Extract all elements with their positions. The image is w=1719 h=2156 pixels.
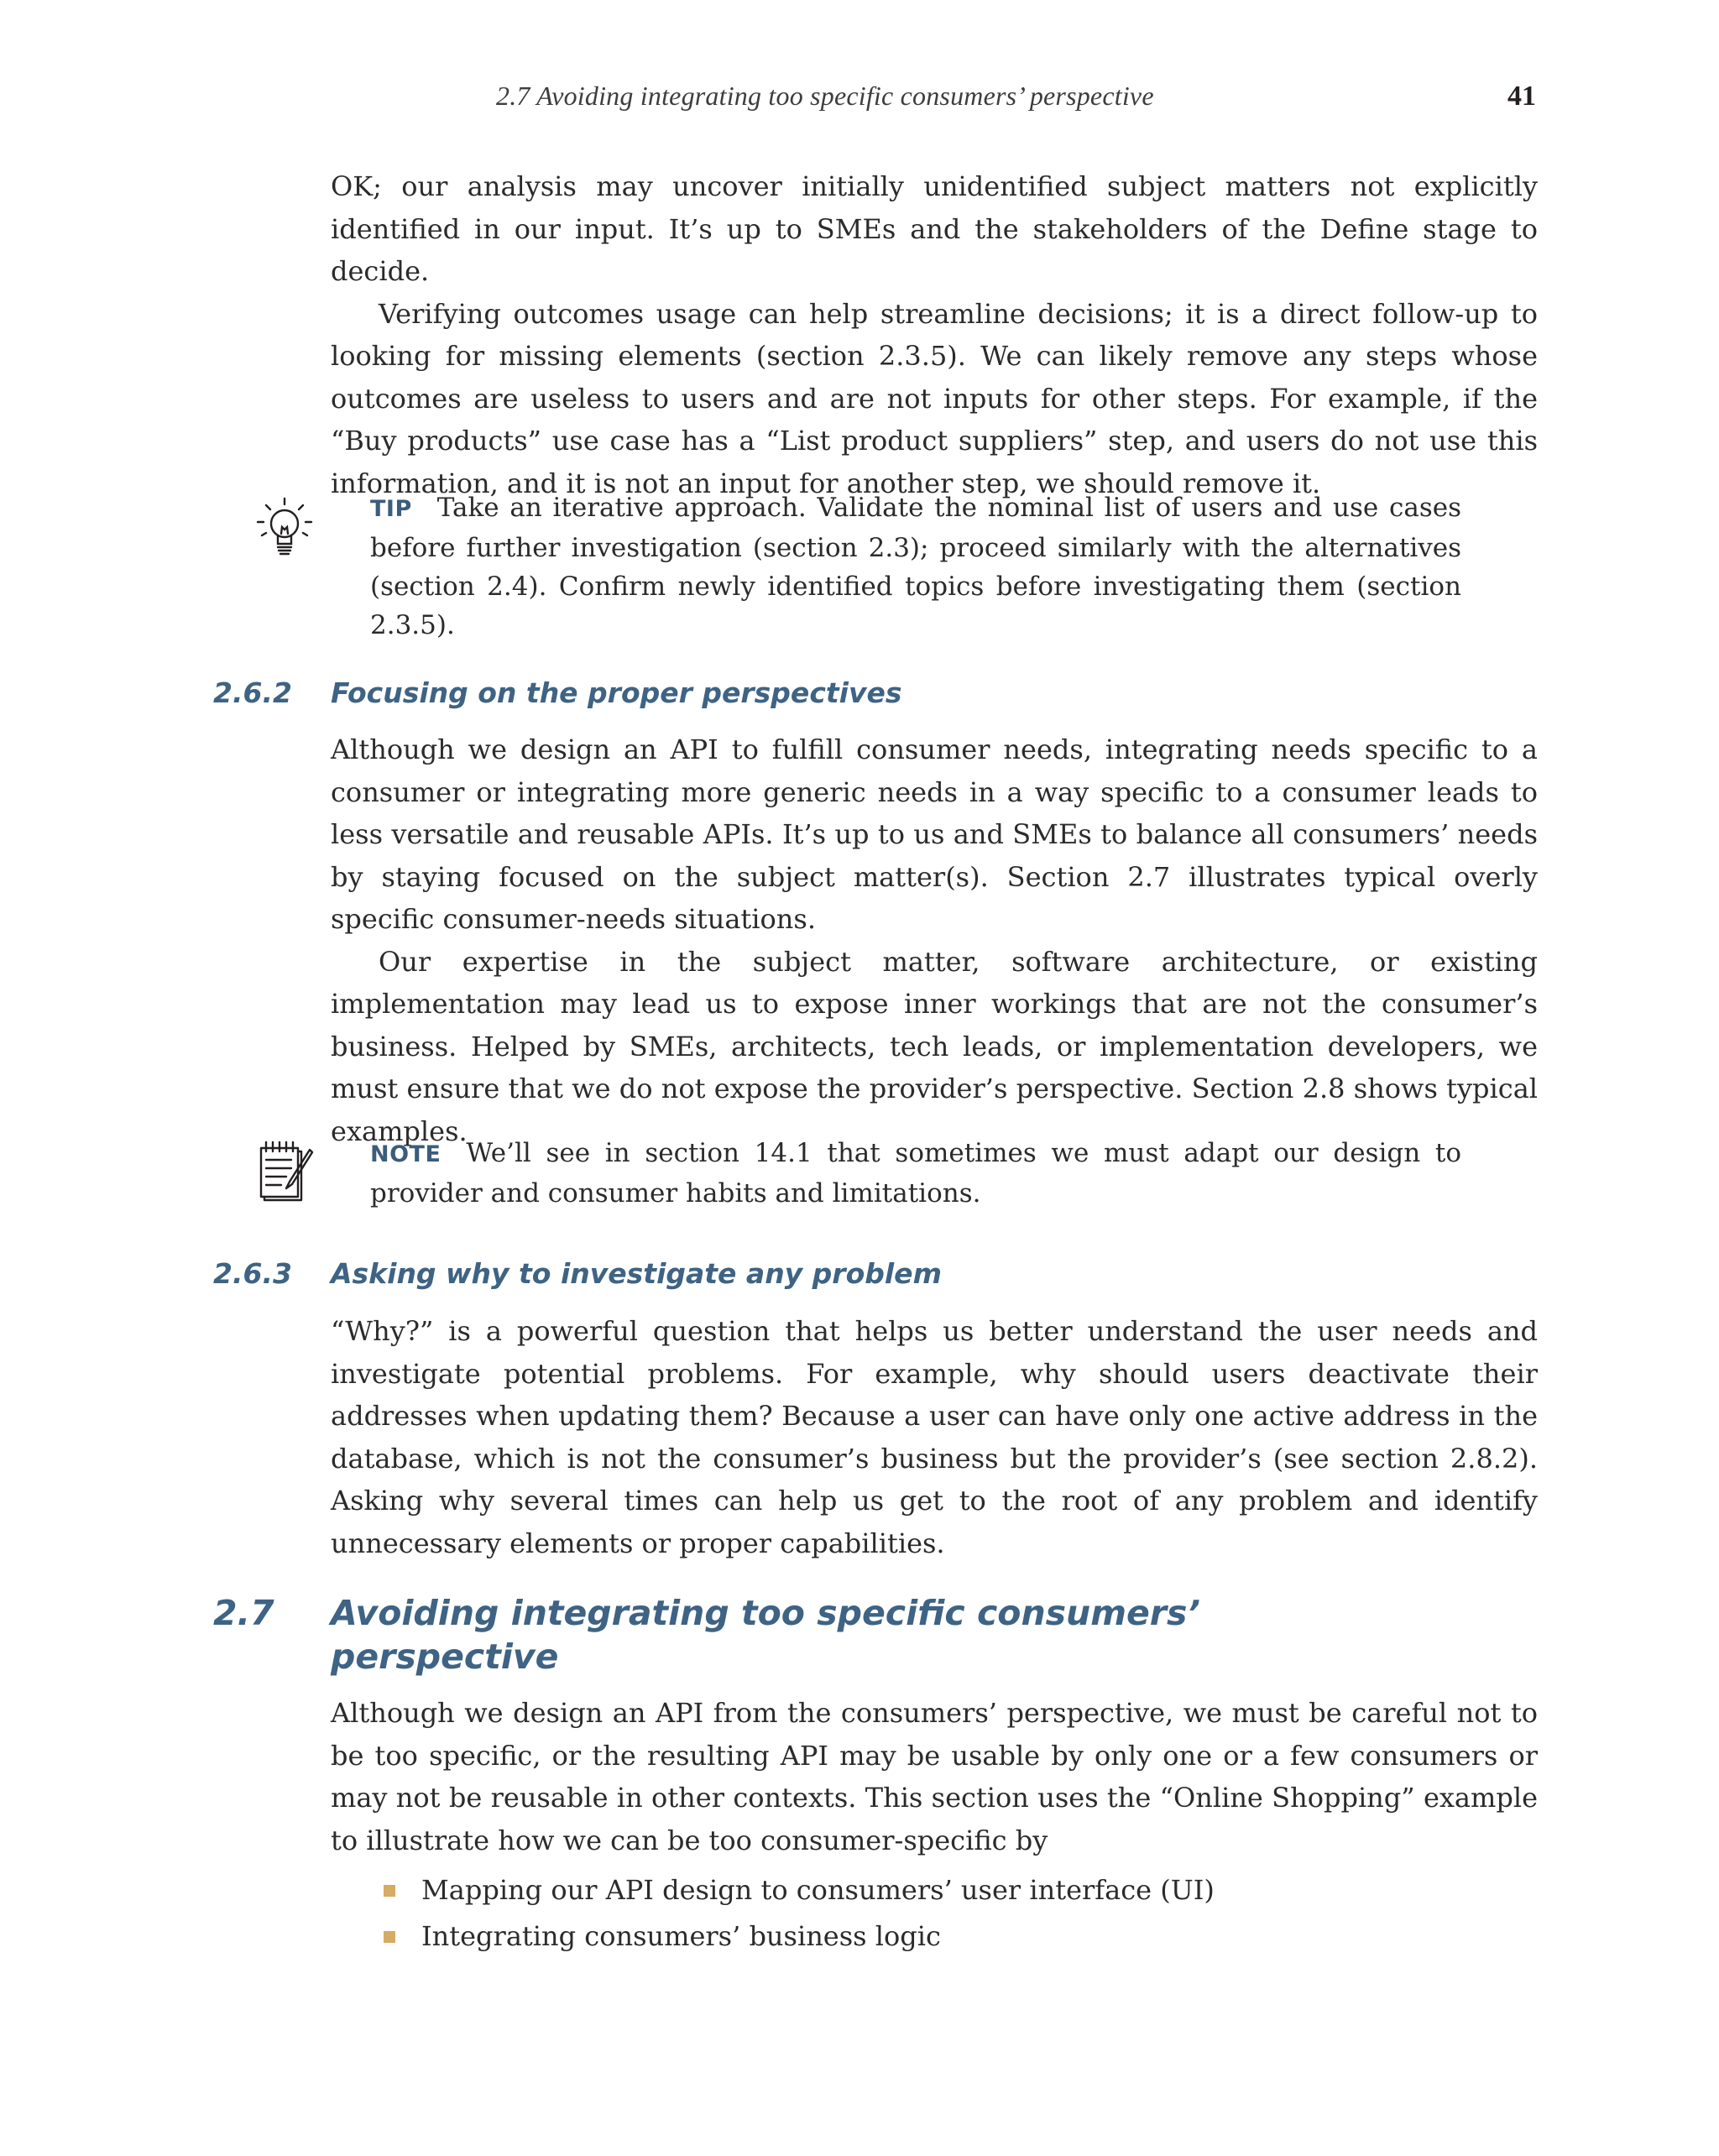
- section-number-2-7: 2.7: [213, 1593, 274, 1633]
- tip-block: [370, 488, 1461, 645]
- list-item: [381, 1867, 1215, 1913]
- tip-label: TIP: [370, 496, 412, 522]
- section-title-2-7: [331, 1591, 1506, 1678]
- section-number-2-6-3: 2.6.3: [213, 1257, 292, 1290]
- intro-text: [331, 165, 1538, 504]
- list-item-text: Integrating consumers’ business logic: [421, 1920, 941, 1952]
- section-2-6-3-text: [331, 1310, 1538, 1564]
- note-text: We’ll see in section 14.1 that sometimes we must adapt our design to provider and consumer habits and limitations.: [370, 1138, 1461, 1209]
- section-2-7-text: [331, 1692, 1538, 1861]
- section-2-7-paragraph-1: Although we design an API from the consumers’ perspective, we must be careful not to be too specific, or the resulting API may be usable by only one or a few consumers or may not be reusable in other contexts. This section uses the “Online Shopping” example to illustrate how we can be too consumer-specific by: [331, 1697, 1538, 1856]
- list-item: [381, 1913, 1215, 1960]
- section-2-6-2-text: [331, 728, 1538, 1152]
- note-block: [370, 1134, 1461, 1213]
- page-number: 41: [1507, 81, 1536, 112]
- section-2-6-2-paragraph-1: Although we design an API to fulfill consumer needs, integrating needs specific to a consumer or integrating more generic needs in a way specific to a consumer leads to less versatile and reusable APIs. It’s up to us and SMEs to balance all consumers’ needs by staying focused on the subject matter(s). Section 2.7 illustrates typical overly specific consumer-needs situations.: [331, 733, 1538, 935]
- section-2-6-3-paragraph-1: “Why?” is a powerful question that helps us better understand the user needs and investigate potential problems. For example, why should users deactivate their addresses when updating them? Because a user can have only one active address in the database, which is not the consumer’s business but the provider’s (see section 2.8.2). Asking why several times can help us get to the root of any problem and identify unnecessary elements or proper capabilities.: [331, 1315, 1538, 1559]
- bullet-list: [381, 1867, 1215, 1960]
- section-title-2-6-2: Focusing on the proper perspectives: [331, 676, 902, 709]
- section-2-6-2-paragraph-2: Our expertise in the subject matter, software architecture, or existing implementation may lead us to expose inner workings that are not the consumer’s business. Helped by SMEs, architects, tech leads, or implementation developers, we must ensure that we do not expose the provider’s perspective. Section 2.8 shows typical examples.: [331, 945, 1538, 1147]
- section-number-2-6-2: 2.6.2: [213, 676, 292, 709]
- tip-text: Take an iterative approach. Validate the nominal list of users and use cases before further investigation (section 2.3); proceed similarly with the alternatives (section 2.4). Confirm newly identified topics before investigating them (section 2.3.5).: [370, 493, 1461, 640]
- section-title-2-6-3: Asking why to investigate any problem: [331, 1257, 942, 1290]
- running-header: 2.7 Avoiding integrating too specific consumers’ perspective: [496, 81, 1154, 111]
- section-title-2-7-line-2: perspective: [331, 1637, 559, 1677]
- note-label: NOTE: [370, 1141, 442, 1167]
- lightbulb-icon: [254, 495, 315, 566]
- intro-paragraph-2: Verifying outcomes usage can help streamline decisions; it is a direct follow-up to looking for missing elements (section 2.3.5). We can likely remove any steps whose outcomes are useless to users and are not inputs for other steps. For example, if the “Buy products” use case has a “List product suppliers” step, and users do not use this information, and it is not an input for another step, we should remove it.: [331, 297, 1538, 499]
- list-item-text: Mapping our API design to consumers’ user interface (UI): [421, 1874, 1215, 1906]
- notepad-icon: [256, 1138, 316, 1209]
- intro-paragraph-1: OK; our analysis may uncover initially unidentified subject matters not explicitly identified in our input. It’s up to SMEs and the stakeholders of the Define stage to decide.: [331, 170, 1538, 287]
- bullet-square-icon: [384, 1931, 395, 1943]
- section-title-2-7-line-1: Avoiding integrating too specific consumers’: [331, 1593, 1200, 1633]
- bullet-square-icon: [384, 1885, 395, 1897]
